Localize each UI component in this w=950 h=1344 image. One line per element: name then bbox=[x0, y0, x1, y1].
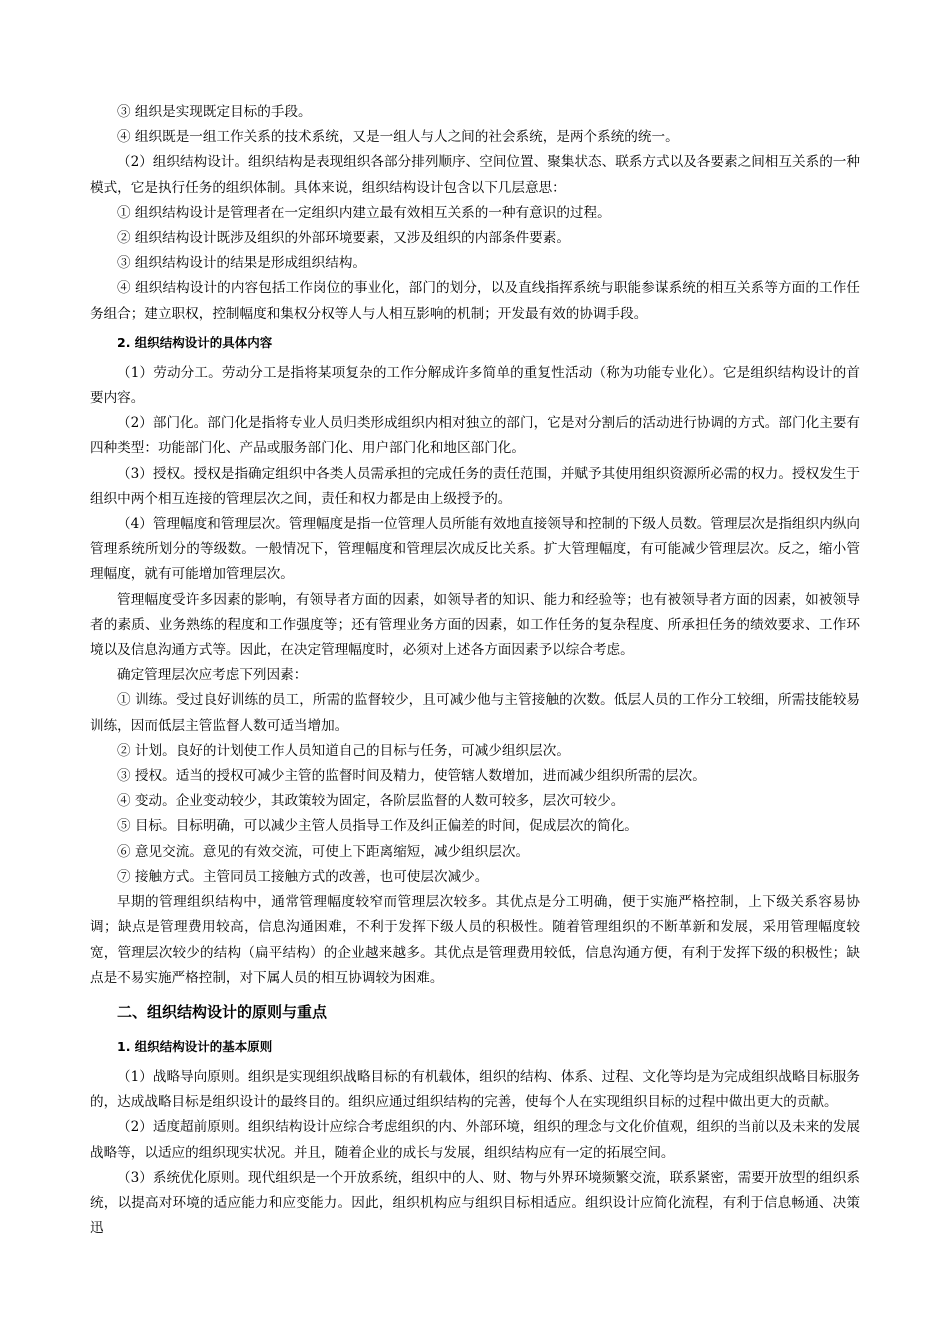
paragraph: ④ 组织既是一组工作关系的技术系统，又是一组人与人之间的社会系统，是两个系统的统一。 bbox=[117, 129, 679, 146]
paragraph: 确定管理层次应考虑下列因素： bbox=[117, 667, 308, 684]
paragraph: 早期的管理组织结构中，通常管理幅度较窄而管理层次较多。其优点是分工明确，便于实施严格控制，上下级关系容易协调；缺点是管理费用较高，信息沟通困难，不利于发挥下级人员的积极性。随着管理组织的不断革新和发展，采用管理幅度较宽，管理层次较少的结构（扁平结构）的企业越来越多。其优点是管理费用较低，信息沟通方便，有利于发挥下级的积极性；缺点是不易实施严格控制，对下属人员的相互协调较为困难。 bbox=[90, 894, 860, 986]
paragraph: 管理幅度受许多因素的影响，有领导者方面的因素，如领导者的知识、能力和经验等；也有被领导者方面的因素，如被领导者的素质、业务熟练的程度和工作强度等；还有管理业务方面的因素，如工作任务的复杂程度、所承担任务的绩效要求、工作环境以及信息沟通方式等。因此，在决定管理幅度时，必须对上述各方面因素予以综合考虑。 bbox=[90, 591, 860, 659]
paragraph: ⑤ 目标。目标明确，可以减少主管人员指导工作及纠正偏差的时间，促成层次的简化。 bbox=[117, 818, 638, 835]
paragraph: ② 组织结构设计既涉及组织的外部环境要素，又涉及组织的内部条件要素。 bbox=[117, 230, 570, 247]
paragraph: ⑥ 意见交流。意见的有效交流，可使上下距离缩短，减少组织层次。 bbox=[117, 843, 530, 860]
paragraph: ③ 授权。适当的授权可减少主管的监督时间及精力，使管辖人数增加，进而减少组织所需的层次。 bbox=[117, 768, 706, 785]
paragraph: ① 组织结构设计是管理者在一定组织内建立最有效相互关系的一种有意识的过程。 bbox=[117, 204, 611, 221]
subsection-heading: 2. 组织结构设计的具体内容 bbox=[117, 334, 273, 350]
paragraph: （1）战略导向原则。组织是实现组织战略目标的有机载体，组织的结构、体系、过程、文化等均是为完成组织战略目标服务的，达成战略目标是组织设计的最终目的。组织应通过组织结构的完善，使每个人在实现组织目标的过程中做出更大的贡献。 bbox=[90, 1068, 860, 1111]
paragraph: （3）系统优化原则。现代组织是一个开放系统，组织中的人、财、物与外界环境频繁交流，联系紧密，需要开放型的组织系统，以提高对环境的适应能力和应变能力。因此，组织机构应与组织目标相适应。组织设计应简化流程，有利于信息畅通、决策迅 bbox=[90, 1169, 860, 1237]
section-heading: 二、组织结构设计的原则与重点 bbox=[117, 1002, 328, 1021]
subsection-heading: 1. 组织结构设计的基本原则 bbox=[117, 1038, 273, 1054]
document-page bbox=[90, 100, 860, 1241]
paragraph: ④ 组织结构设计的内容包括工作岗位的事业化，部门的划分，以及直线指挥系统与职能参谋系统的相互关系等方面的工作任务组合；建立职权，控制幅度和集权分权等人与人相互影响的机制；开发最有效的协调手段。 bbox=[90, 280, 860, 322]
paragraph: ③ 组织结构设计的结果是形成组织结构。 bbox=[117, 255, 367, 272]
paragraph: （2）部门化。部门化是指将专业人员归类形成组织内相对独立的部门，它是对分割后的活动进行协调的方式。部门化主要有四种类型：功能部门化、产品或服务部门化、用户部门化和地区部门化。 bbox=[90, 415, 860, 457]
paragraph: ① 训练。受过良好训练的员工，所需的监督较少，且可减少他与主管接触的次数。低层人员的工作分工较细，所需技能较易训练，因而低层主管监督人数可适当增加。 bbox=[90, 692, 860, 734]
paragraph: ④ 变动。企业变动较少，其政策较为固定，各阶层监督的人数可较多，层次可较少。 bbox=[117, 793, 625, 810]
paragraph: （1）劳动分工。劳动分工是指将某项复杂的工作分解成许多简单的重复性活动（称为功能专业化）。它是组织结构设计的首要内容。 bbox=[90, 364, 860, 407]
paragraph: ⑦ 接触方式。主管同员工接触方式的改善，也可使层次减少。 bbox=[117, 868, 489, 885]
paragraph: （2）适度超前原则。组织结构设计应综合考虑组织的内、外部环境，组织的理念与文化价值观，组织的当前以及未来的发展战略等，以适应的组织现实状况。并且，随着企业的成长与发展，组织结构应有一定的拓展空间。 bbox=[90, 1119, 860, 1161]
paragraph: （3）授权。授权是指确定组织中各类人员需承担的完成任务的责任范围，并赋予其使用组织资源所必需的权力。授权发生于组织中两个相互连接的管理层次之间，责任和权力都是由上级授予的。 bbox=[90, 465, 860, 507]
paragraph: ② 计划。良好的计划使工作人员知道自己的目标与任务，可减少组织层次。 bbox=[117, 742, 570, 759]
paragraph: （2）组织结构设计。组织结构是表现组织各部分排列顺序、空间位置、聚集状态、联系方式以及各要素之间相互关系的一种模式，它是执行任务的组织体制。具体来说，组织结构设计包含以下几层意思： bbox=[90, 154, 860, 196]
paragraph: （4）管理幅度和管理层次。管理幅度是指一位管理人员所能有效地直接领导和控制的下级人员数。管理层次是指组织内纵向管理系统所划分的等级数。一般情况下，管理幅度和管理层次成反比关系。扩大管理幅度，有可能减少管理层次。反之，缩小管理幅度，就有可能增加管理层次。 bbox=[90, 516, 860, 583]
paragraph: ③ 组织是实现既定目标的手段。 bbox=[117, 104, 312, 120]
